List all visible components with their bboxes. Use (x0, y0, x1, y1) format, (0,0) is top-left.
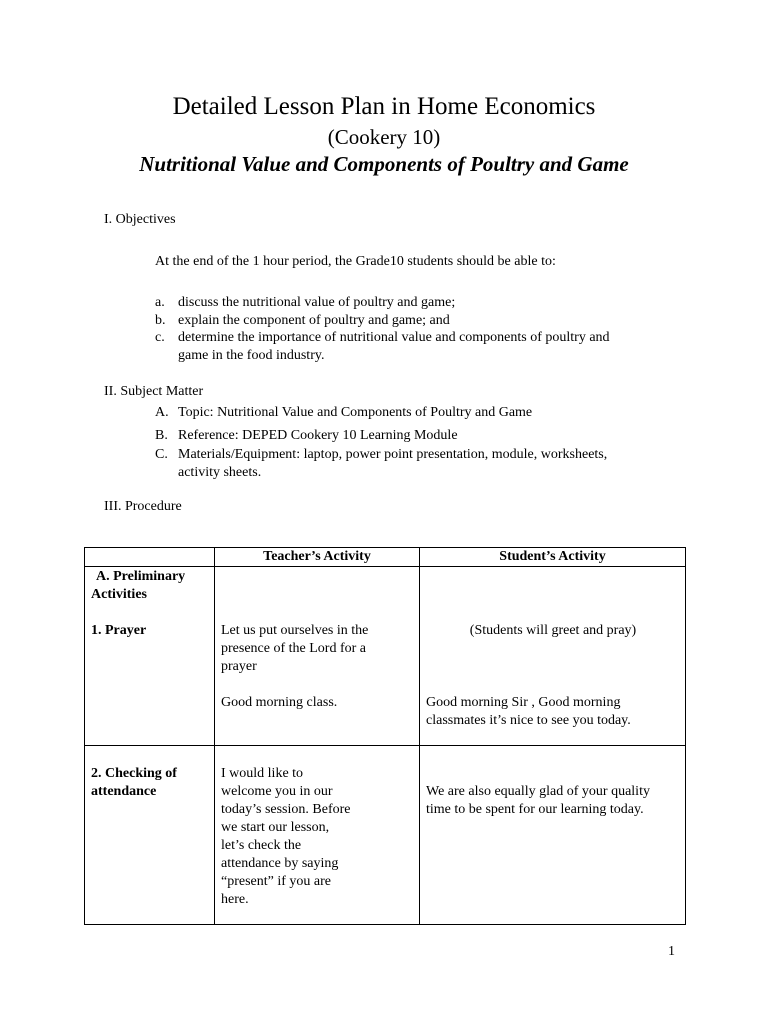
teacher-line: Good morning class. (221, 695, 338, 710)
teacher-line: Let us put ourselves in the (221, 623, 369, 638)
objective-item (155, 294, 675, 312)
objective-item (155, 329, 675, 365)
student-line: We are also equally glad of your quality (426, 784, 650, 799)
table-row-prayer (85, 567, 686, 746)
subject-matter-item (155, 446, 675, 482)
objectives-intro: At the end of the 1 hour period, the Grade10 students should be able to: (155, 254, 556, 269)
student-line: classmates it’s nice to see you today. (426, 713, 631, 728)
subject-matter-item (155, 427, 675, 445)
subject-matter-heading: II. Subject Matter (104, 384, 204, 399)
objective-text: determine the importance of nutritional value and components of poultry and (178, 330, 610, 345)
table-cell-activity (85, 746, 215, 925)
table-header-blank (85, 548, 215, 567)
subject-matter-text: Materials/Equipment: laptop, power point presentation, module, worksheets, (178, 447, 608, 462)
procedure-table (84, 547, 686, 925)
list-marker: b. (155, 313, 166, 328)
table-header-student: Student’s Activity (420, 548, 686, 567)
page-number: 1 (668, 944, 675, 959)
student-line: (Students will greet and pray) (469, 623, 637, 638)
teacher-line: today’s session. Before (221, 802, 351, 817)
table-header-teacher: Teacher’s Activity (215, 548, 420, 567)
list-marker: A. (155, 405, 169, 420)
page-subtitle: (Cookery 10) (327, 125, 441, 149)
subject-matter-item (155, 404, 675, 422)
objective-text-continued: game in the food industry. (178, 348, 325, 363)
table-cell-teacher (215, 567, 420, 746)
objectives-heading: I. Objectives (104, 212, 176, 227)
attendance-label: 2. Checking of (91, 766, 177, 781)
table-cell-teacher (215, 746, 420, 925)
table-cell-activity (85, 567, 215, 746)
list-marker: c. (155, 330, 165, 345)
teacher-line: prayer (221, 659, 257, 674)
prayer-label: 1. Prayer (91, 623, 147, 638)
list-marker: B. (155, 428, 168, 443)
procedure-heading: III. Procedure (104, 499, 182, 514)
lesson-topic: Nutritional Value and Components of Poultry and Game (139, 152, 629, 176)
teacher-line: presence of the Lord for a (221, 641, 366, 656)
subject-matter-text: Reference: DEPED Cookery 10 Learning Module (178, 428, 458, 443)
objective-text: discuss the nutritional value of poultry and game; (178, 295, 456, 310)
teacher-line: welcome you in our (221, 784, 333, 799)
preliminary-label-continued: Activities (91, 587, 147, 602)
teacher-line: let’s check the (221, 838, 302, 853)
subject-matter-text: Topic: Nutritional Value and Components of Poultry and Game (178, 405, 533, 420)
teacher-line: we start our lesson, (221, 820, 330, 835)
list-marker: C. (155, 447, 168, 462)
list-marker: a. (155, 295, 165, 310)
preliminary-label: A. Preliminary (96, 569, 186, 584)
teacher-line: attendance by saying (221, 856, 339, 871)
teacher-line: I would like to (221, 766, 304, 781)
table-header-row (85, 548, 686, 567)
table-cell-student (420, 746, 686, 925)
student-line: Good morning Sir , Good morning (426, 695, 621, 710)
objective-item (155, 312, 675, 330)
teacher-line: “present” if you are (221, 874, 331, 889)
student-line: time to be spent for our learning today. (426, 802, 644, 817)
subject-matter-text-continued: activity sheets. (178, 465, 262, 480)
table-row-attendance (85, 746, 686, 925)
objective-text: explain the component of poultry and game; and (178, 313, 450, 328)
attendance-label-continued: attendance (91, 784, 157, 799)
page-title: Detailed Lesson Plan in Home Economics (172, 93, 596, 120)
table-cell-student (420, 567, 686, 746)
teacher-line: here. (221, 892, 249, 907)
